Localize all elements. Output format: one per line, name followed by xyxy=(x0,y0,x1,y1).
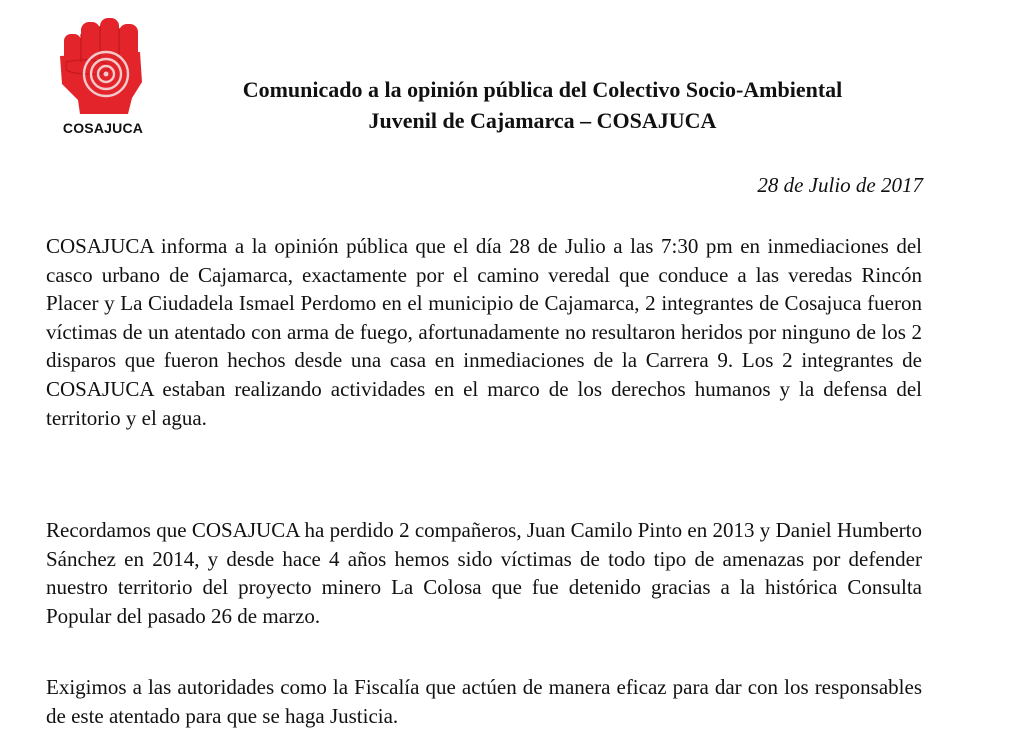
page-title xyxy=(150,74,935,136)
title-line-1: Comunicado a la opinión pública del Colectivo Socio-Ambiental xyxy=(242,77,843,102)
body-paragraph-2: Recordamos que COSAJUCA ha perdido 2 compañeros, Juan Camilo Pinto en 2013 y Daniel Humberto Sánchez en 2014, y desde hace 4 años hemos sido víctimas de todo tipo de amenazas por defender nuestro territorio del proyecto minero La Colosa que fue detenido gracias a la histórica Consulta Popular del pasado 26 de marzo. xyxy=(46,518,922,628)
body-paragraph-1: COSAJUCA informa a la opinión pública que el día 28 de Julio a las 7:30 pm en inmediaciones del casco urbano de Cajamarca, exactamente por el camino veredal que conduce a las veredas Rincón Placer y La Ciudadela Ismael Perdomo en el municipio de Cajamarca, 2 integrantes de Cosajuca fueron víctimas de un atentado con arma de fuego, afortunadamente no resultaron heridos por ninguno de los 2 disparos que fueron hechos desde una casa en inmediaciones de la Carrera 9. Los 2 integrantes de COSAJUCA estaban realizando actividades en el marco de los derechos humanos y la defensa del territorio y el agua. xyxy=(46,234,922,430)
document-date: 28 de Julio de 2017 xyxy=(757,173,923,197)
title-line-2: Juvenil de Cajamarca – COSAJUCA xyxy=(368,108,717,133)
body-paragraph-3: Exigimos a las autoridades como la Fiscalía que actúen de manera eficaz para dar con los responsables de este atentado para que se haga Justicia. xyxy=(46,675,922,728)
raised-fist-spiral-logo-icon xyxy=(48,12,158,122)
cosajuca-logo xyxy=(48,12,158,142)
logo-text: COSAJUCA xyxy=(62,120,144,136)
